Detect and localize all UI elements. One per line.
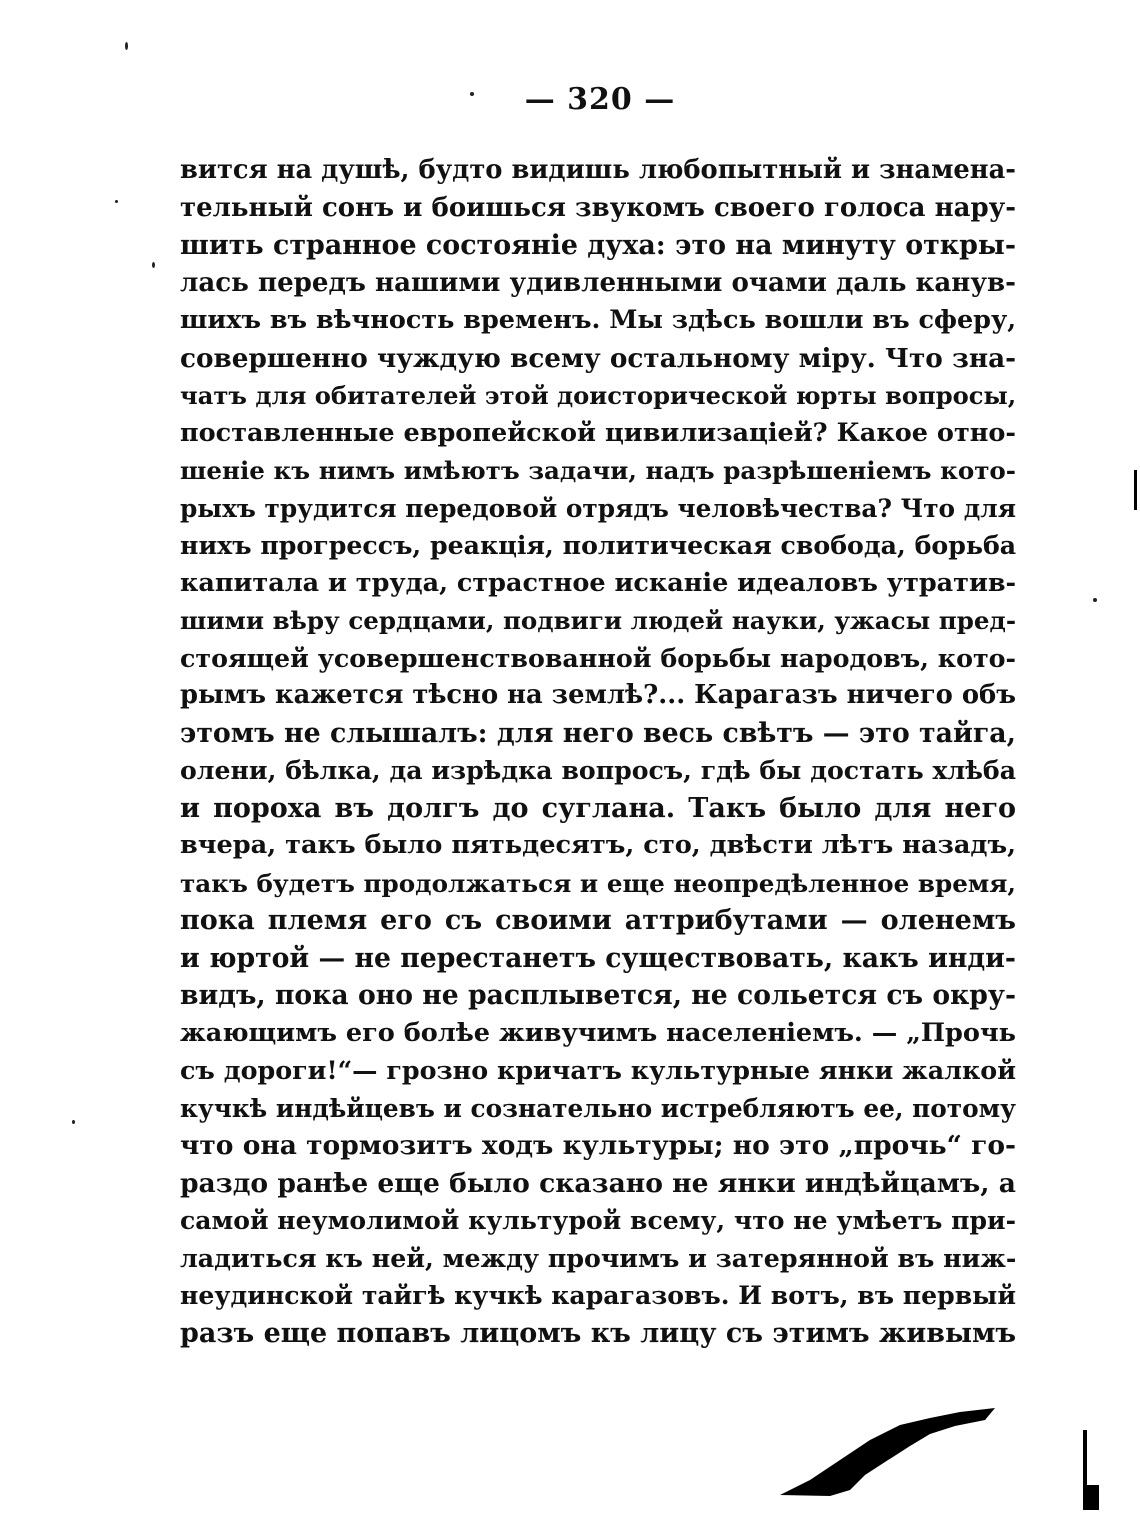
scan-speck (72, 1120, 75, 1124)
scan-speck (125, 42, 128, 50)
scan-smudge (770, 1400, 1010, 1500)
text-line: видъ, пока оно не расплывется, не сольется съ окру- (180, 980, 1016, 1011)
text-line: ладиться къ ней, между прочимъ и затерянной въ ниж- (180, 1242, 1017, 1273)
text-line: совершенно чуждую всему остальному міру. Что зна- (180, 342, 1016, 374)
text-line: шеніе къ нимъ имѣютъ задачи, надъ разрѣшеніемъ кото- (180, 456, 1016, 485)
text-line: лась передъ нашими удивленными очами даль канув- (180, 267, 1016, 298)
text-line: шими вѣру сердцами, подвиги людей науки, ужасы пред- (180, 606, 1016, 635)
text-line: этомъ не слышалъ: для него весь свѣтъ — это тайга, (180, 717, 1016, 749)
text-line: капитала и труда, страстное исканіе идеаловъ утратив- (180, 567, 1017, 598)
text-line: что она тормозитъ ходъ культуры; но это „прочь“ го- (180, 1130, 1016, 1161)
text-line: кучкѣ индѣйцевъ и сознательно истребляютъ ее, потому (180, 1093, 1016, 1123)
text-line: самой неумолимой культурой всему, что не умѣетъ при- (180, 1205, 1016, 1235)
scan-speck (470, 92, 474, 96)
text-line: рыхъ трудится передовой отрядъ человѣчества? Что для (180, 493, 1016, 523)
scan-speck (115, 200, 118, 203)
text-line: шить странное состояніе духа: это на минуту откры- (180, 230, 1016, 261)
scan-speck (1093, 598, 1097, 602)
text-line: вится на душѣ, будто видишь любопытный и знамена- (180, 155, 1016, 185)
text-line: такъ будетъ продолжаться и еще неопредѣленное время, (180, 868, 1016, 898)
scan-speck (152, 262, 155, 268)
text-line: тельный сонъ и боишься звукомъ своего голоса нару- (180, 192, 1016, 223)
text-line: пока племя его съ своими аттрибутами — оленемъ (180, 905, 1016, 936)
text-line: разъ еще попавъ лицомъ къ лицу съ этимъ живымъ (180, 1317, 1017, 1349)
text-line: нихъ прогрессъ, реакція, политическая свобода, борьба (180, 530, 1017, 560)
text-line: раздо ранѣе еще было сказано не янки индѣйцамъ, а (180, 1167, 1016, 1199)
text-line: и юртой — не перестанетъ существовать, какъ инди- (180, 942, 1016, 974)
text-line: неудинской тайгѣ кучкѣ карагазовъ. И вотъ, въ первый (180, 1280, 1016, 1310)
text-line: съ дороги!“— грозно кричатъ культурные янки жалкой (180, 1055, 1016, 1085)
body-text (180, 152, 1016, 1352)
text-line: чатъ для обитателей этой доисторической юрты вопросы, (180, 381, 1017, 410)
text-line: олени, бѣлка, да изрѣдка вопросъ, гдѣ бы достать хлѣба (180, 755, 1016, 785)
scan-edge-mark (1083, 1485, 1099, 1510)
text-line: и пороха въ долгъ до суглана. Такъ было для него (180, 792, 1016, 824)
text-line: рымъ кажется тѣсно на землѣ?... Карагазъ ничего объ (180, 680, 1016, 710)
text-line: жающимъ его болѣе живучимъ населеніемъ. — „Прочь (180, 1017, 1016, 1048)
text-line: шихъ въ вѣчность временъ. Мы здѣсь вошли въ сферу, (180, 305, 1017, 335)
text-line: стоящей усовершенствованной борьбы народовъ, кото- (180, 642, 1016, 673)
scan-edge-mark (1134, 470, 1137, 510)
text-line: поставленные европейской цивилизаціей? Какое отно- (180, 417, 1016, 448)
text-line: вчера, такъ было пятьдесятъ, сто, двѣсти лѣтъ назадъ, (180, 830, 1016, 860)
page-number: — 320 — (524, 82, 676, 117)
